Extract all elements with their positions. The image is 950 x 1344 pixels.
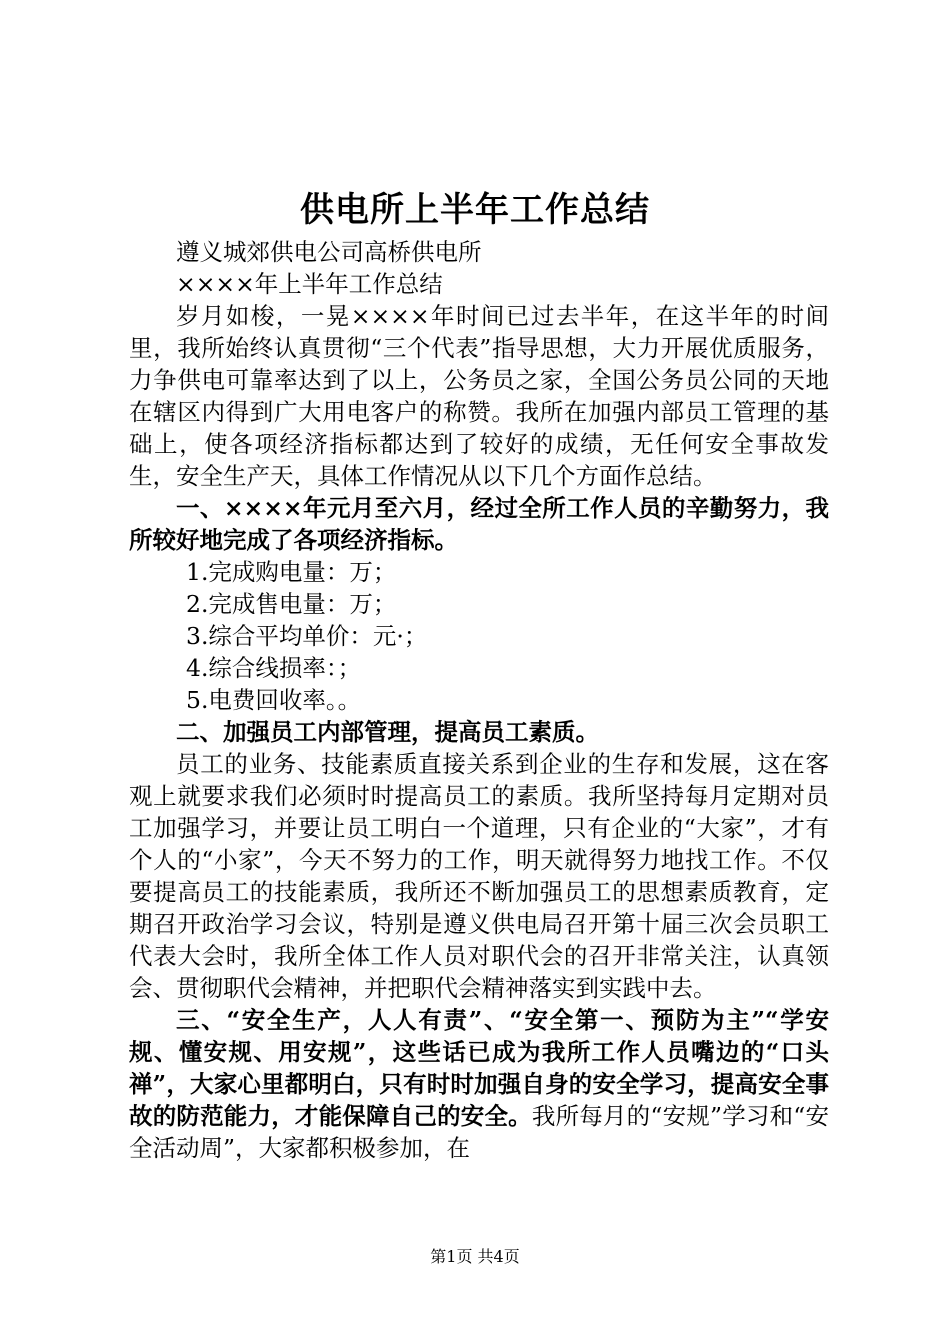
document-body: [129, 236, 829, 1164]
document-title: 供电所上半年工作总结: [300, 190, 650, 230]
page-footer: 第1页 共4页: [430, 1247, 520, 1266]
section-3-continued-text: 我所每月的“安规”学习和“安全活动周”，大家都积极参加，在: [129, 1102, 829, 1162]
section-heading-2: 二、加强员工内部管理，提高员工素质。: [176, 718, 599, 746]
section-heading-3: [129, 1004, 829, 1164]
section-2-paragraph: 员工的业务、技能素质直接关系到企业的生存和发展，这在客观上就要求我们必须时时提高员工的素质。我所坚持每月定期对员工加强学习，并要让员工明白一个道理，只有企业的“大家”，才有个人的“小家”，今天不努力的工作，明天就得努力地找工作。不仅要提高员工的技能素质，我所还不断加强员工的思想素质教育，定期召开政治学习会议，特别是遵义供电局召开第十届三次会员职工代表大会时，我所全体工作人员对职代会的召开非常关注，认真领会、贯彻职代会精神，并把职代会精神落实到实践中去。: [129, 750, 829, 1002]
org-name-line: 遵义城郊供电公司高桥供电所: [176, 238, 482, 266]
section-heading-1: 一、××××年元月至六月，经过全所工作人员的辛勤努力，我所较好地完成了各项经济指标。: [129, 494, 829, 554]
section-3-bold-text: 三、“安全生产，人人有责”、“安全第一、预防为主”“学安规、懂安规、用安规”，这些话已成为我所工作人员嘴边的“口头禅”，大家心里都明白，只有时时加强自身的安全学习，提高安全事故的防范能力，才能保障自己的安全。: [129, 1006, 829, 1130]
list-item: 3.综合平均单价：元·；: [186, 622, 428, 650]
list-item: 2.完成售电量：万；: [186, 590, 397, 618]
list-item: 4.综合线损率：；: [186, 654, 362, 682]
intro-paragraph: 岁月如梭，一晃××××年时间已过去半年，在这半年的时间里，我所始终认真贯彻“三个代表”指导思想，大力开展优质服务，力争供电可靠率达到了以上，公务员之家，全国公务员公同的天地在辖区内得到广大用电客户的称赞。我所在加强内部员工管理的基础上，使各项经济指标都达到了较好的成绩，无任何安全事故发生，安全生产天，具体工作情况从以下几个方面作总结。: [129, 302, 829, 490]
list-item: 1.完成购电量：万；: [186, 558, 397, 586]
subtitle-line: ××××年上半年工作总结: [176, 270, 443, 298]
list-item: 5.电费回收率。。: [186, 686, 362, 714]
